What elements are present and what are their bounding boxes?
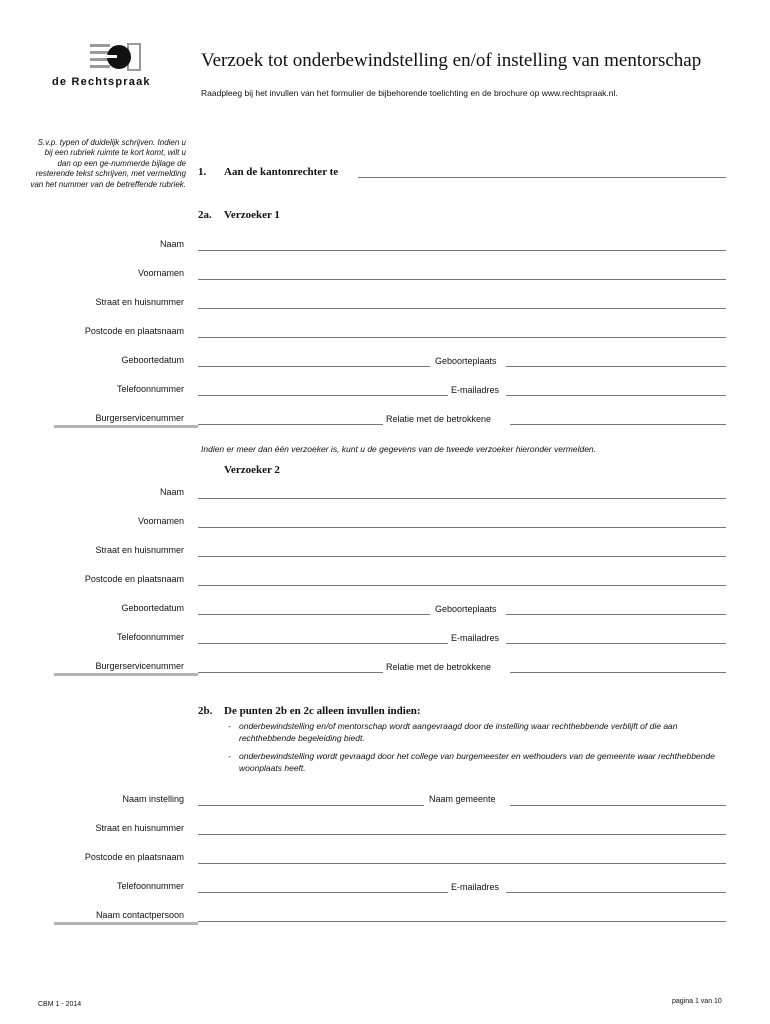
telefoon-field[interactable] xyxy=(198,892,448,893)
email-label: E-mailadres xyxy=(451,882,500,892)
postcode-label: Postcode en plaatsnaam xyxy=(84,574,184,584)
postcode-label: Postcode en plaatsnaam xyxy=(84,852,184,862)
verzoeker-2-note: Indien er meer dan één verzoeker is, kunt u de gegevens van de tweede verzoeker hieronder vermelden. xyxy=(201,444,597,454)
section-title: De punten 2b en 2c alleen invullen indien: xyxy=(224,705,421,717)
relatie-field[interactable] xyxy=(510,424,726,425)
contactpersoon-field[interactable] xyxy=(198,921,726,922)
relatie-label: Relatie met de betrokkene xyxy=(386,662,492,672)
section-divider xyxy=(54,425,198,428)
naam-instelling-label: Naam instelling xyxy=(122,794,184,804)
telefoon-label: Telefoonnummer xyxy=(116,632,184,642)
bsn-field[interactable] xyxy=(198,424,383,425)
postcode-field[interactable] xyxy=(198,585,726,586)
list-item: - onderbewindstelling wordt gevraagd door het college van burgemeester en wethouders van de gemeente waar rechthebbende woonplaats heeft. xyxy=(228,750,728,774)
telefoon-field[interactable] xyxy=(198,643,448,644)
email-field[interactable] xyxy=(506,395,726,396)
section-number: 2b. xyxy=(198,705,213,717)
contactpersoon-label: Naam contactpersoon xyxy=(95,910,184,920)
list-item: - onderbewindstelling en/of mentorschap wordt aangevraagd door de instelling waar rechthebbende verblijft of die aan rechthebbende begeleiding biedt. xyxy=(228,720,728,744)
geboortedatum-field[interactable] xyxy=(198,366,430,367)
voornamen-field[interactable] xyxy=(198,527,726,528)
brand-name: de Rechtspraak xyxy=(52,76,151,88)
naam-gemeente-label: Naam gemeente xyxy=(429,794,496,804)
email-label: E-mailadres xyxy=(451,633,500,643)
form-title: Verzoek tot onderbewindstelling en/of instelling van mentorschap xyxy=(201,50,702,71)
postcode-label: Postcode en plaatsnaam xyxy=(84,326,184,336)
section-divider xyxy=(54,673,198,676)
geboortedatum-label: Geboortedatum xyxy=(121,603,184,613)
straat-field[interactable] xyxy=(198,556,726,557)
voornamen-label: Voornamen xyxy=(137,268,184,278)
section-title: Aan de kantonrechter te xyxy=(224,166,339,178)
relatie-field[interactable] xyxy=(510,672,726,673)
telefoon-label: Telefoonnummer xyxy=(116,881,184,891)
relatie-label: Relatie met de betrokkene xyxy=(386,414,492,424)
geboorteplaats-field[interactable] xyxy=(506,366,726,367)
geboorteplaats-field[interactable] xyxy=(506,614,726,615)
verzoeker-2-heading: Verzoeker 2 xyxy=(224,464,280,476)
voornamen-field[interactable] xyxy=(198,279,726,280)
bsn-label: Burgerservicenummer xyxy=(95,661,184,671)
postcode-field[interactable] xyxy=(198,863,726,864)
email-field[interactable] xyxy=(506,643,726,644)
naam-label: Naam xyxy=(159,487,184,497)
page-number: pagina 1 van 10 xyxy=(672,998,722,1005)
naam-instelling-field[interactable] xyxy=(198,805,424,806)
section-divider xyxy=(54,922,198,925)
straat-field[interactable] xyxy=(198,834,726,835)
email-label: E-mailadres xyxy=(451,385,500,395)
postcode-field[interactable] xyxy=(198,337,726,338)
section-2b-heading xyxy=(198,705,421,717)
straat-label: Straat en huisnummer xyxy=(95,823,184,833)
kantonrechter-field[interactable] xyxy=(358,177,726,178)
geboorteplaats-label: Geboorteplaats xyxy=(435,604,497,614)
list-item-text: onderbewindstelling wordt gevraagd door het college van burgemeester en wethouders van de gemeente waar rechthebbende woonplaats heeft. xyxy=(239,751,715,773)
section-1-heading xyxy=(198,166,338,178)
bsn-field[interactable] xyxy=(198,672,383,673)
telefoon-field[interactable] xyxy=(198,395,448,396)
naam-field[interactable] xyxy=(198,498,726,499)
geboortedatum-label: Geboortedatum xyxy=(121,355,184,365)
instruction-note: S.v.p. typen of duidelijk schrijven. Indien u bij een rubriek ruimte te kort komt, wilt u dan op een ge-nummerde bijlage de resterende tekst schrijven, met vermelding van het nummer van de betreffende rubriek. xyxy=(30,138,186,189)
section-number: 2a. xyxy=(198,209,212,221)
naam-gemeente-field[interactable] xyxy=(510,805,726,806)
naam-label: Naam xyxy=(159,239,184,249)
bsn-label: Burgerservicenummer xyxy=(95,413,184,423)
rechtspraak-logo-icon xyxy=(90,42,142,74)
geboortedatum-field[interactable] xyxy=(198,614,430,615)
email-field[interactable] xyxy=(506,892,726,893)
naam-field[interactable] xyxy=(198,250,726,251)
straat-label: Straat en huisnummer xyxy=(95,297,184,307)
section-2a-heading xyxy=(198,209,280,221)
geboorteplaats-label: Geboorteplaats xyxy=(435,356,497,366)
telefoon-label: Telefoonnummer xyxy=(116,384,184,394)
section-number: 1. xyxy=(198,166,207,178)
form-subtitle: Raadpleeg bij het invullen van het formulier de bijbehorende toelichting en de brochure op www.rechtspraak.nl. xyxy=(201,88,618,98)
section-title: Verzoeker 1 xyxy=(224,209,280,221)
list-item-text: onderbewindstelling en/of mentorschap wordt aangevraagd door de instelling waar rechthebbende verblijft of die aan rechthebbende begeleiding biedt. xyxy=(239,721,678,743)
straat-field[interactable] xyxy=(198,308,726,309)
voornamen-label: Voornamen xyxy=(137,516,184,526)
straat-label: Straat en huisnummer xyxy=(95,545,184,555)
form-code: CBM 1 - 2014 xyxy=(38,1001,82,1008)
